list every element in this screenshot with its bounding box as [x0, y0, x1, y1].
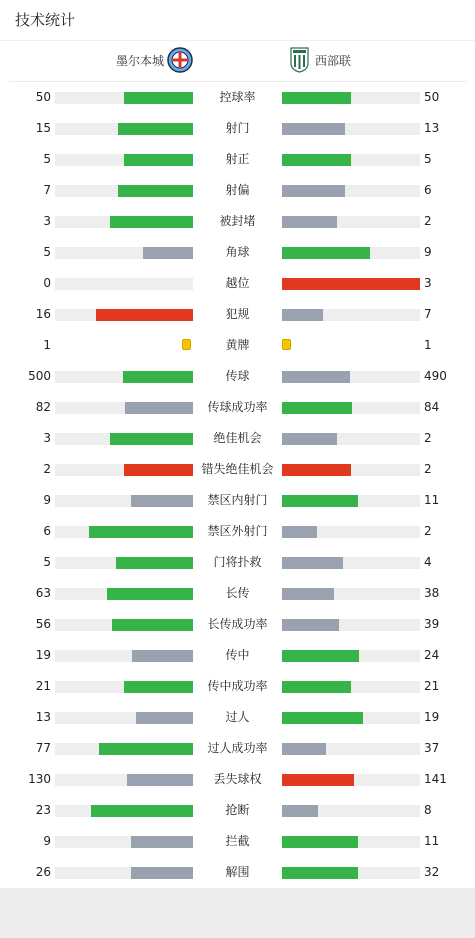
- stat-label: 黄牌: [225, 338, 250, 352]
- away-stat-value: 24: [424, 648, 440, 662]
- home-stat-bar: [116, 557, 193, 569]
- away-stat-bar-track: [282, 433, 420, 445]
- stat-row: [0, 709, 475, 740]
- stat-label: 禁区外射门: [207, 524, 268, 538]
- away-yellow-card-icon: [282, 339, 291, 350]
- home-stat-bar-track: [55, 154, 193, 166]
- away-stat-bar-track: [282, 309, 420, 321]
- home-stat-bar-track: [55, 433, 193, 445]
- home-stat-bar: [132, 650, 193, 662]
- stat-label: 传中: [225, 648, 250, 662]
- home-stat-bar-track: [55, 278, 193, 290]
- home-stat-bar: [110, 433, 193, 445]
- home-stat-value: 5: [43, 245, 51, 259]
- away-stat-bar-track: [282, 402, 420, 414]
- home-stat-value: 500: [28, 369, 51, 383]
- stat-row: [0, 275, 475, 306]
- stat-row: [0, 182, 475, 213]
- home-stat-bar-track: [55, 309, 193, 321]
- home-stat-bar: [99, 743, 193, 755]
- home-stat-bar: [112, 619, 193, 631]
- home-stat-value: 63: [35, 586, 51, 600]
- home-stat-bar: [124, 681, 193, 693]
- away-stat-value: 490: [424, 369, 447, 383]
- stat-label: 长传: [225, 586, 250, 600]
- home-stat-bar-track: [55, 805, 193, 817]
- home-stat-value: 23: [35, 803, 51, 817]
- away-stat-value: 3: [424, 276, 432, 290]
- stat-row: [0, 461, 475, 492]
- away-stat-value: 32: [424, 865, 440, 879]
- home-team[interactable]: [116, 48, 193, 75]
- away-stat-bar: [282, 123, 345, 135]
- away-stat-value: 19: [424, 710, 440, 724]
- home-stat-value: 77: [35, 741, 51, 755]
- away-stat-value: 21: [424, 679, 440, 693]
- home-stat-bar: [124, 464, 193, 476]
- home-stat-bar-track: [55, 371, 193, 383]
- home-stat-bar-track: [55, 712, 193, 724]
- away-stat-bar: [282, 836, 358, 848]
- stat-label: 被封堵: [219, 214, 256, 228]
- away-stat-bar: [282, 464, 351, 476]
- stat-row: [0, 771, 475, 802]
- home-stat-bar-track: [55, 185, 193, 197]
- away-stat-bar-track: [282, 619, 420, 631]
- home-stat-value: 7: [43, 183, 51, 197]
- stat-row: [0, 213, 475, 244]
- home-stat-value: 15: [35, 121, 51, 135]
- home-yellow-card-icon: [182, 339, 191, 350]
- stat-row: [0, 430, 475, 461]
- home-stat-bar: [89, 526, 193, 538]
- away-stat-bar-track: [282, 650, 420, 662]
- stat-row: [0, 802, 475, 833]
- stat-label: 长传成功率: [207, 617, 268, 631]
- away-stat-bar-track: [282, 774, 420, 786]
- stat-label: 射偏: [225, 183, 250, 197]
- stat-row: [0, 554, 475, 585]
- home-stat-bar: [123, 371, 193, 383]
- away-stat-bar: [282, 216, 337, 228]
- home-team-name: 墨尔本城: [115, 54, 164, 68]
- away-stat-bar-track: [282, 743, 420, 755]
- home-stat-bar: [131, 836, 193, 848]
- away-stat-bar: [282, 185, 345, 197]
- home-stat-value: 19: [35, 648, 51, 662]
- home-stat-bar-track: [55, 774, 193, 786]
- home-stat-bar: [118, 185, 193, 197]
- title-divider: [0, 40, 475, 41]
- away-stat-bar: [282, 154, 351, 166]
- home-stat-bar: [110, 216, 193, 228]
- away-stat-bar: [282, 247, 370, 259]
- stat-label: 拦截: [225, 834, 250, 848]
- away-stat-value: 141: [424, 772, 447, 786]
- away-stat-bar-track: [282, 836, 420, 848]
- stat-label: 禁区内射门: [207, 493, 268, 507]
- away-stat-bar-track: [282, 464, 420, 476]
- home-stat-bar: [125, 402, 193, 414]
- stat-row: [0, 864, 475, 895]
- away-stat-value: 6: [424, 183, 432, 197]
- home-stat-bar-track: [55, 247, 193, 259]
- away-stat-bar: [282, 805, 318, 817]
- stat-label: 过人成功率: [207, 741, 268, 755]
- away-stat-value: 8: [424, 803, 432, 817]
- away-stat-bar-track: [282, 154, 420, 166]
- away-stat-bar: [282, 867, 358, 879]
- away-stat-bar: [282, 278, 420, 290]
- stat-label: 传球成功率: [207, 400, 268, 414]
- away-stat-value: 2: [424, 462, 432, 476]
- stat-row: [0, 399, 475, 430]
- away-stat-value: 37: [424, 741, 440, 755]
- home-stat-bar-track: [55, 495, 193, 507]
- home-stat-bar: [124, 92, 193, 104]
- away-stat-value: 50: [424, 90, 440, 104]
- stat-label: 射门: [225, 121, 250, 135]
- home-stat-value: 3: [43, 214, 51, 228]
- stat-row: [0, 306, 475, 337]
- away-stat-bar: [282, 371, 350, 383]
- home-stat-bar-track: [55, 867, 193, 879]
- home-stat-bar-track: [55, 526, 193, 538]
- stat-label: 控球率: [219, 90, 256, 104]
- stat-label: 射正: [225, 152, 250, 166]
- away-stat-bar: [282, 92, 351, 104]
- stat-label: 过人: [225, 710, 250, 724]
- away-stat-bar: [282, 526, 317, 538]
- away-stat-bar-track: [282, 216, 420, 228]
- away-stat-bar-track: [282, 805, 420, 817]
- away-stat-bar: [282, 743, 326, 755]
- stat-label: 传球: [225, 369, 250, 383]
- stat-label: 错失绝佳机会: [201, 462, 274, 476]
- home-stat-bar: [136, 712, 193, 724]
- home-stat-bar: [131, 867, 193, 879]
- home-stat-value: 6: [43, 524, 51, 538]
- home-stat-bar-track: [55, 650, 193, 662]
- stat-label: 解围: [225, 865, 250, 879]
- away-stat-value: 5: [424, 152, 432, 166]
- home-stat-bar-track: [55, 464, 193, 476]
- western-united-crest-icon: [290, 47, 309, 76]
- away-stat-value: 2: [424, 431, 432, 445]
- away-stat-value: 38: [424, 586, 440, 600]
- home-stat-bar-track: [55, 681, 193, 693]
- away-stat-value: 9: [424, 245, 432, 259]
- away-stat-bar-track: [282, 681, 420, 693]
- stat-label: 门将扑救: [213, 555, 262, 569]
- melbourne-city-crest-icon: [167, 47, 193, 76]
- away-stat-value: 11: [424, 493, 440, 507]
- home-stat-value: 9: [43, 834, 51, 848]
- home-stat-value: 0: [43, 276, 51, 290]
- away-stat-bar-track: [282, 123, 420, 135]
- stat-label: 角球: [225, 245, 250, 259]
- stat-row: [0, 678, 475, 709]
- away-team-name: 西部联: [315, 54, 352, 68]
- home-stat-bar-track: [55, 216, 193, 228]
- stat-row: [0, 151, 475, 182]
- away-stat-value: 2: [424, 524, 432, 538]
- away-stat-bar-track: [282, 371, 420, 383]
- home-stat-value: 5: [43, 555, 51, 569]
- stat-label: 绝佳机会: [213, 431, 262, 445]
- away-stat-bar: [282, 495, 358, 507]
- home-stat-value: 26: [35, 865, 51, 879]
- away-stat-bar: [282, 433, 337, 445]
- home-stat-bar: [96, 309, 193, 321]
- stat-label: 抢断: [225, 803, 250, 817]
- home-stat-value: 13: [35, 710, 51, 724]
- away-stat-bar: [282, 402, 352, 414]
- away-stat-bar: [282, 681, 351, 693]
- away-stat-value: 1: [424, 338, 432, 352]
- home-stat-value: 2: [43, 462, 51, 476]
- away-team[interactable]: [290, 48, 351, 75]
- home-stat-value: 50: [35, 90, 51, 104]
- away-stat-bar-track: [282, 185, 420, 197]
- home-stat-value: 9: [43, 493, 51, 507]
- away-stat-bar-track: [282, 247, 420, 259]
- home-stat-bar: [127, 774, 193, 786]
- away-stat-bar: [282, 712, 363, 724]
- away-stat-bar: [282, 309, 323, 321]
- stat-row: [0, 244, 475, 275]
- home-stat-bar-track: [55, 402, 193, 414]
- home-stat-value: 56: [35, 617, 51, 631]
- stat-row: [0, 585, 475, 616]
- away-stat-bar-track: [282, 867, 420, 879]
- away-stat-value: 2: [424, 214, 432, 228]
- home-stat-bar-track: [55, 836, 193, 848]
- away-stat-value: 39: [424, 617, 440, 631]
- home-stat-bar: [118, 123, 193, 135]
- stat-row: [0, 120, 475, 151]
- away-stat-bar: [282, 774, 354, 786]
- away-stat-bar-track: [282, 278, 420, 290]
- stat-row: [0, 523, 475, 554]
- stat-label: 越位: [225, 276, 250, 290]
- stat-row: [0, 89, 475, 120]
- stat-row: [0, 833, 475, 864]
- stat-label: 丢失球权: [213, 772, 262, 786]
- home-stat-value: 3: [43, 431, 51, 445]
- stat-row: [0, 337, 475, 368]
- home-stat-bar: [107, 588, 193, 600]
- stat-row: [0, 647, 475, 678]
- home-stat-bar-track: [55, 123, 193, 135]
- stat-row: [0, 368, 475, 399]
- home-stat-bar: [91, 805, 193, 817]
- away-stat-bar: [282, 619, 339, 631]
- home-stat-bar: [124, 154, 193, 166]
- away-stat-bar: [282, 588, 334, 600]
- stat-row: [0, 492, 475, 523]
- away-stat-value: 4: [424, 555, 432, 569]
- away-stat-bar: [282, 557, 343, 569]
- home-stat-value: 16: [35, 307, 51, 321]
- home-stat-bar-track: [55, 557, 193, 569]
- away-stat-bar-track: [282, 495, 420, 507]
- away-stat-bar-track: [282, 588, 420, 600]
- page-title: 技术统计: [15, 11, 76, 29]
- home-stat-value: 82: [35, 400, 51, 414]
- away-stat-bar-track: [282, 526, 420, 538]
- away-stat-bar-track: [282, 557, 420, 569]
- stat-label: 犯规: [225, 307, 250, 321]
- home-stat-bar: [143, 247, 193, 259]
- header-divider: [9, 81, 466, 82]
- away-stat-value: 7: [424, 307, 432, 321]
- home-stat-value: 5: [43, 152, 51, 166]
- home-stat-bar: [131, 495, 193, 507]
- away-stat-value: 11: [424, 834, 440, 848]
- away-stat-bar: [282, 650, 359, 662]
- stat-label: 传中成功率: [207, 679, 268, 693]
- stat-row: [0, 616, 475, 647]
- home-stat-bar-track: [55, 743, 193, 755]
- home-stat-value: 130: [28, 772, 51, 786]
- home-stat-bar-track: [55, 619, 193, 631]
- home-stat-value: 21: [35, 679, 51, 693]
- away-stat-bar-track: [282, 92, 420, 104]
- home-stat-value: 1: [43, 338, 51, 352]
- away-stat-bar-track: [282, 712, 420, 724]
- home-stat-bar-track: [55, 588, 193, 600]
- home-stat-bar-track: [55, 92, 193, 104]
- away-stat-value: 13: [424, 121, 440, 135]
- stat-row: [0, 740, 475, 771]
- away-stat-value: 84: [424, 400, 440, 414]
